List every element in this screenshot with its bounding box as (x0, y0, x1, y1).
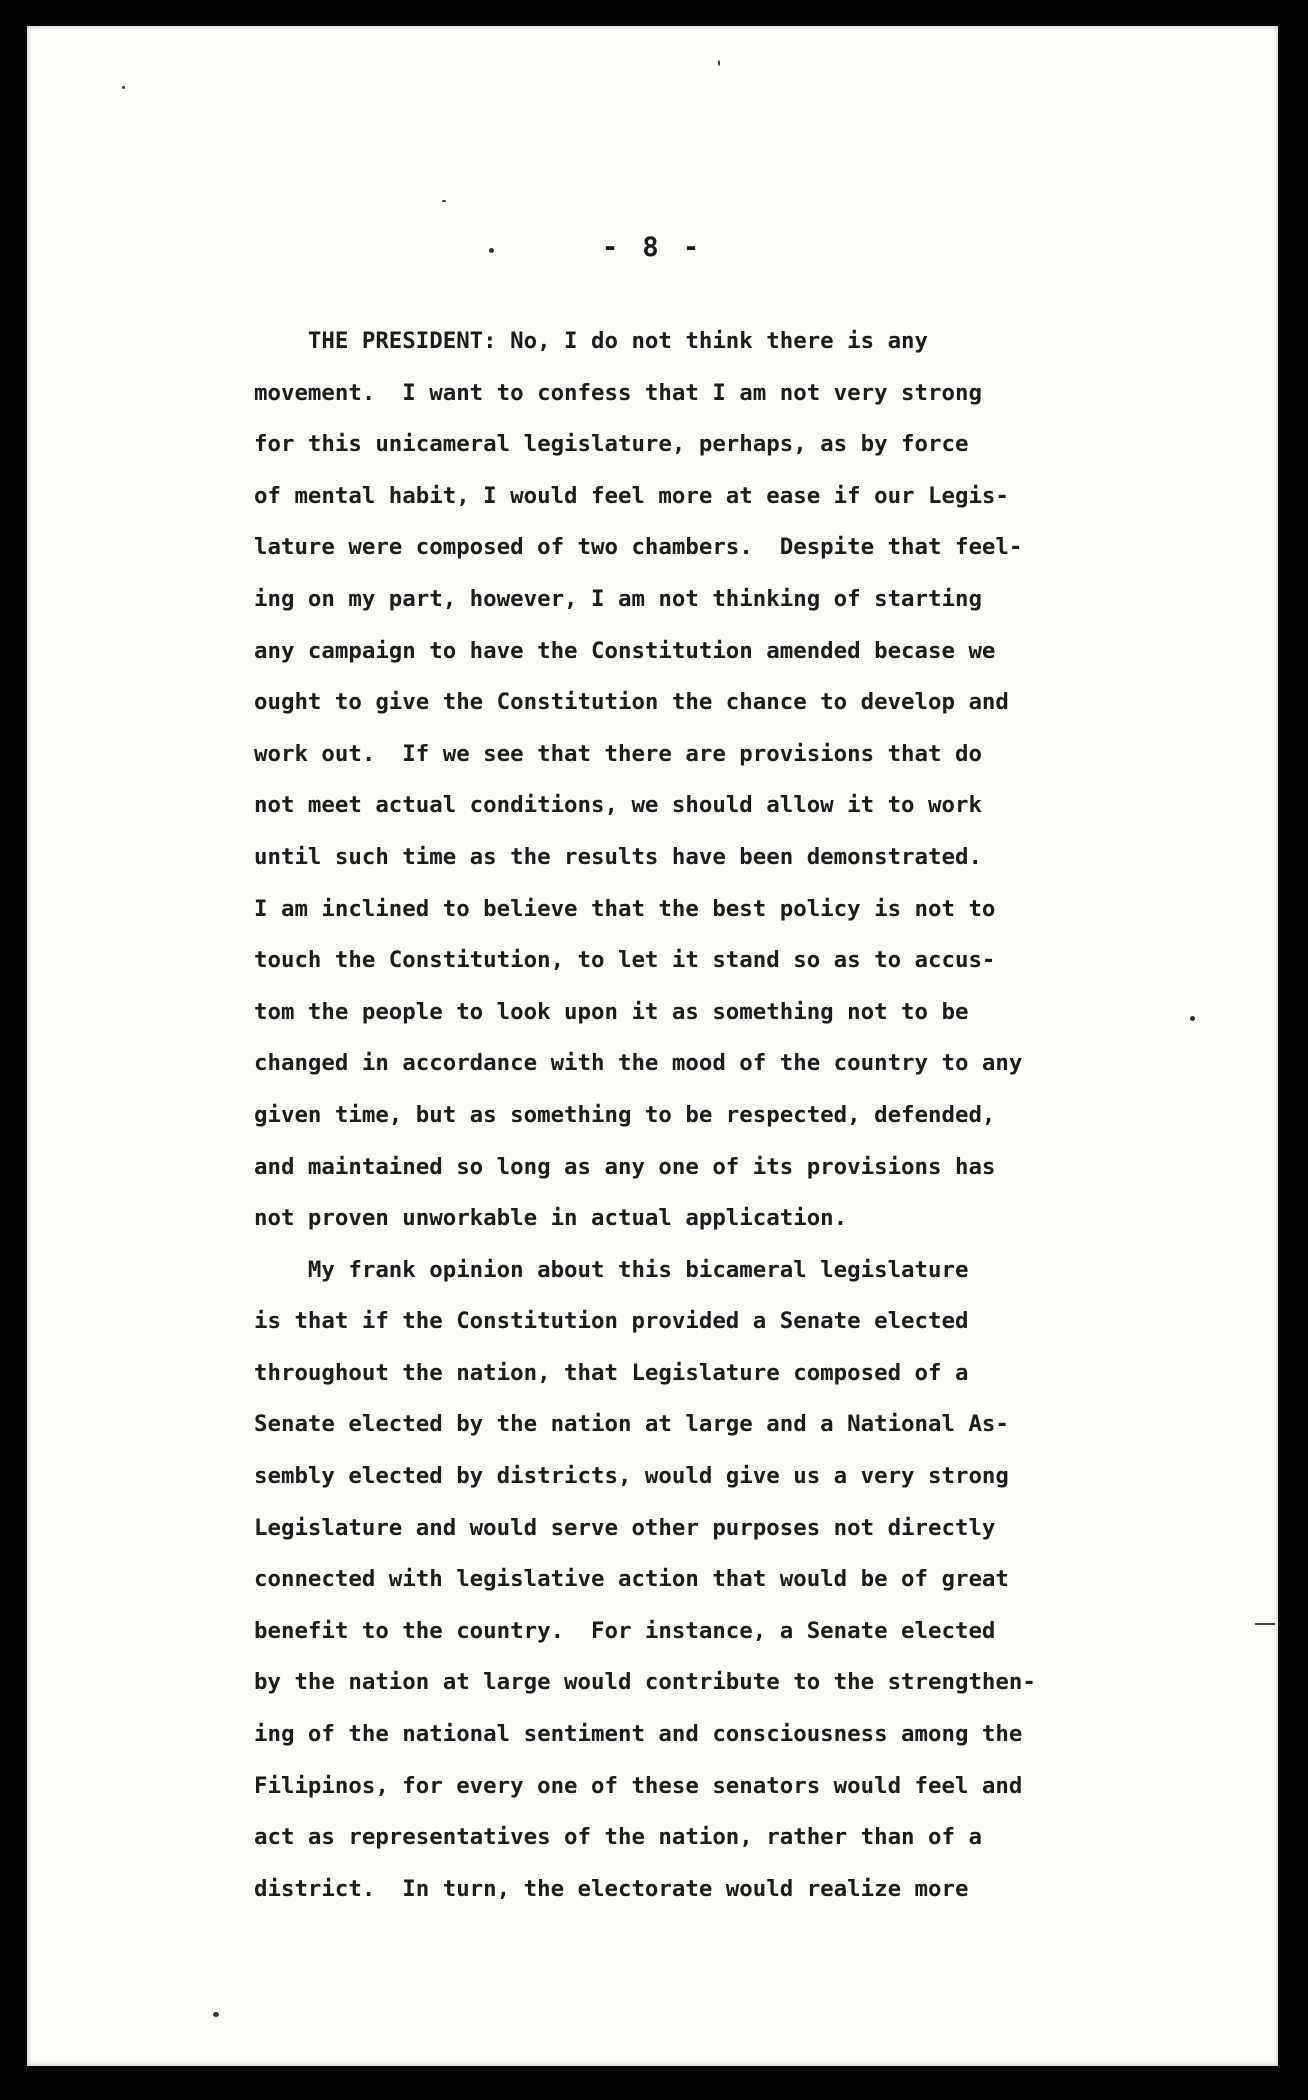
scan-speck (213, 2012, 219, 2017)
text-line: work out. If we see that there are provisions that do (254, 740, 982, 767)
text-line: act as representatives of the nation, rather than of a (254, 1824, 982, 1851)
text-line: My frank opinion about this bicameral legislature (254, 1256, 969, 1283)
document-page (27, 26, 1278, 2066)
text-line: changed in accordance with the mood of the country to any (254, 1050, 1023, 1077)
text-line: ought to give the Constitution the chance to develop and (254, 689, 1009, 716)
text-line: Filipinos, for every one of these senators would feel and (254, 1772, 1023, 1799)
text-line: Senate elected by the nation at large and a National As- (254, 1411, 1009, 1438)
text-line: ing on my part, however, I am not thinking of starting (254, 585, 982, 612)
scan-speck (442, 200, 446, 202)
scan-speck (489, 248, 494, 253)
text-line: tom the people to look upon it as something not to be (254, 998, 969, 1025)
text-line: lature were composed of two chambers. Despite that feel- (254, 534, 1023, 561)
document-body (254, 316, 1214, 1915)
text-line: by the nation at large would contribute to the strengthen- (254, 1669, 1036, 1696)
text-line: not proven unworkable in actual application. (254, 1205, 848, 1232)
text-line: I am inclined to believe that the best policy is not to (254, 895, 996, 922)
page-number: - 8 - (601, 232, 704, 263)
text-line: ing of the national sentiment and consciousness among the (254, 1721, 1023, 1748)
text-line: throughout the nation, that Legislature composed of a (254, 1359, 969, 1386)
text-line: given time, but as something to be respected, defended, (254, 1101, 996, 1128)
text-line: not meet actual conditions, we should allow it to work (254, 792, 982, 819)
text-line: and maintained so long as any one of its provisions has (254, 1153, 996, 1180)
text-line: of mental habit, I would feel more at ease if our Legis- (254, 482, 1009, 509)
text-line: movement. I want to confess that I am not very strong (254, 379, 982, 406)
text-line: until such time as the results have been demonstrated. (254, 843, 982, 870)
scan-edge-mark (1255, 1623, 1275, 1625)
text-line: district. In turn, the electorate would realize more (254, 1875, 969, 1902)
text-line: connected with legislative action that would be of great (254, 1566, 1009, 1593)
text-line: touch the Constitution, to let it stand so as to accus- (254, 947, 996, 974)
text-line: for this unicameral legislature, perhaps, as by force (254, 431, 969, 458)
scan-speck (1190, 1016, 1195, 1021)
text-line: THE PRESIDENT: No, I do not think there is any (254, 328, 929, 354)
scan-speck (122, 86, 125, 89)
text-line: any campaign to have the Constitution amended becase we (254, 637, 996, 664)
text-line: sembly elected by districts, would give us a very strong (254, 1463, 1009, 1490)
scan-speck (718, 60, 720, 66)
text-line: Legislature and would serve other purposes not directly (254, 1514, 996, 1541)
text-line: is that if the Constitution provided a Senate elected (254, 1308, 969, 1335)
text-line: benefit to the country. For instance, a Senate elected (254, 1617, 996, 1644)
